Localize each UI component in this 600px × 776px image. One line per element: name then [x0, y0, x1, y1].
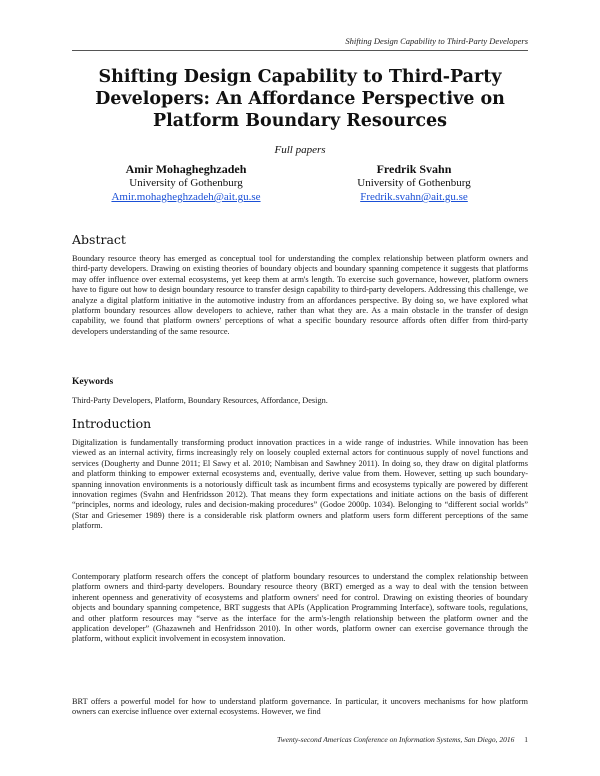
paper-title: Shifting Design Capability to Third-Party Developers: An Affordance Perspective on Platform Boundary Resources: [95, 67, 505, 131]
author-email-link[interactable]: Amir.mohagheghzadeh@ait.gu.se: [111, 191, 261, 203]
abstract-text: Boundary resource theory has emerged as conceptual tool for understanding the complex relationship between platform owners and third-party developers. Drawing on existing theories of boundary objects and boundary spanning competence it suggests that platforms may offer influence over external ecosystems, yet keep them at arm's length. To exercise such governance, however, platform owners have to figure out how to design boundary resource to transfer design capability to third-party developers. Addressing this challenge, we analyze a digital platform initiative in the automotive industry from an affordances perspective. By doing so, we have explored what platform boundary resources allow developers to achieve, rather than what they are. As a main obstacle in the transfer of design capability, we found that platform owners' perceptions of what a specific boundary resource affords often differ from third-party developers understanding of the same resource.: [72, 254, 528, 336]
keywords-text: Third-Party Developers, Platform, Boundary Resources, Affordance, Design.: [72, 396, 328, 405]
paper-type: Full papers: [274, 144, 326, 156]
intro-paragraph-3: BRT offers a powerful model for how to understand platform governance. In particular, it uncovers mechanisms for how platform owners can exercise influence over external ecosystems. However, we find: [72, 697, 528, 717]
keywords-heading: Keywords: [72, 377, 114, 387]
header-rule: [72, 50, 528, 51]
abstract-heading: Abstract: [72, 232, 126, 247]
author-email-link[interactable]: Fredrik.svahn@ait.gu.se: [360, 191, 468, 203]
footer-conference: Twenty-second Americas Conference on Information Systems, San Diego, 2016: [277, 735, 515, 744]
intro-paragraph-1: Digitalization is fundamentally transforming product innovation practices in a wide range of industries. While innovation has been viewed as an internal activity, firms increasingly rely on loosely coupled external actors for continuous supply of novel functions and services (Dougherty and Dunne 2011; El Sawy et al. 2010; Nambisan and Sawhney 2011). In doing so, they draw on digital platforms and platform thinking to empower external ecosystems and, eventually, derive value from them. However, setting up such boundary-spanning innovation environments is a notoriously difficult task as incumbent firms and ecosystems typically are powered by different innovation regimes (Svahn and Henfridsson 2012). That means they form expectations and initiate actions on the basis of different “principles, norms and ideology, rules and decision-making procedures” (Godoe 2000p. 1034). Belonging to “different social worlds” (Star and Griesemer 1989) there is a considerable risk platform owners and platform users form different perceptions of the same platform.: [72, 438, 528, 531]
author-name: Fredrik Svahn: [376, 162, 452, 176]
running-head: Shifting Design Capability to Third-Party Developers: [345, 36, 528, 46]
intro-paragraph-2: Contemporary platform research offers the concept of platform boundary resources to understand the complex relationship between platform owners and third-party developers. Boundary resource theory (BRT) emerged as a way to deal with the tension between inherent openness and generativity of ecosystems and platform owners' need for control. Drawing on existing theories of boundary objects and boundary spanning competence, BRT suggests that APIs (Application Programming Interface), software tools, regulations, and other platform resources may “serve as the interface for the arm's-length relationship between the platform owner and the application developer” (Ghazawneh and Henfridsson 2010). In other words, platform owner can exercise governance through the platform, without explicit involvement in ecosystem innovation.: [72, 572, 528, 644]
author-name: Amir Mohagheghzadeh: [125, 162, 247, 176]
author-block-1: [72, 162, 300, 204]
page-footer: [277, 735, 528, 744]
author-block-2: [300, 162, 528, 204]
introduction-heading: Introduction: [72, 416, 152, 431]
page-number: 1: [524, 735, 528, 744]
author-affiliation: University of Gothenburg: [129, 177, 243, 189]
author-affiliation: University of Gothenburg: [357, 177, 471, 189]
